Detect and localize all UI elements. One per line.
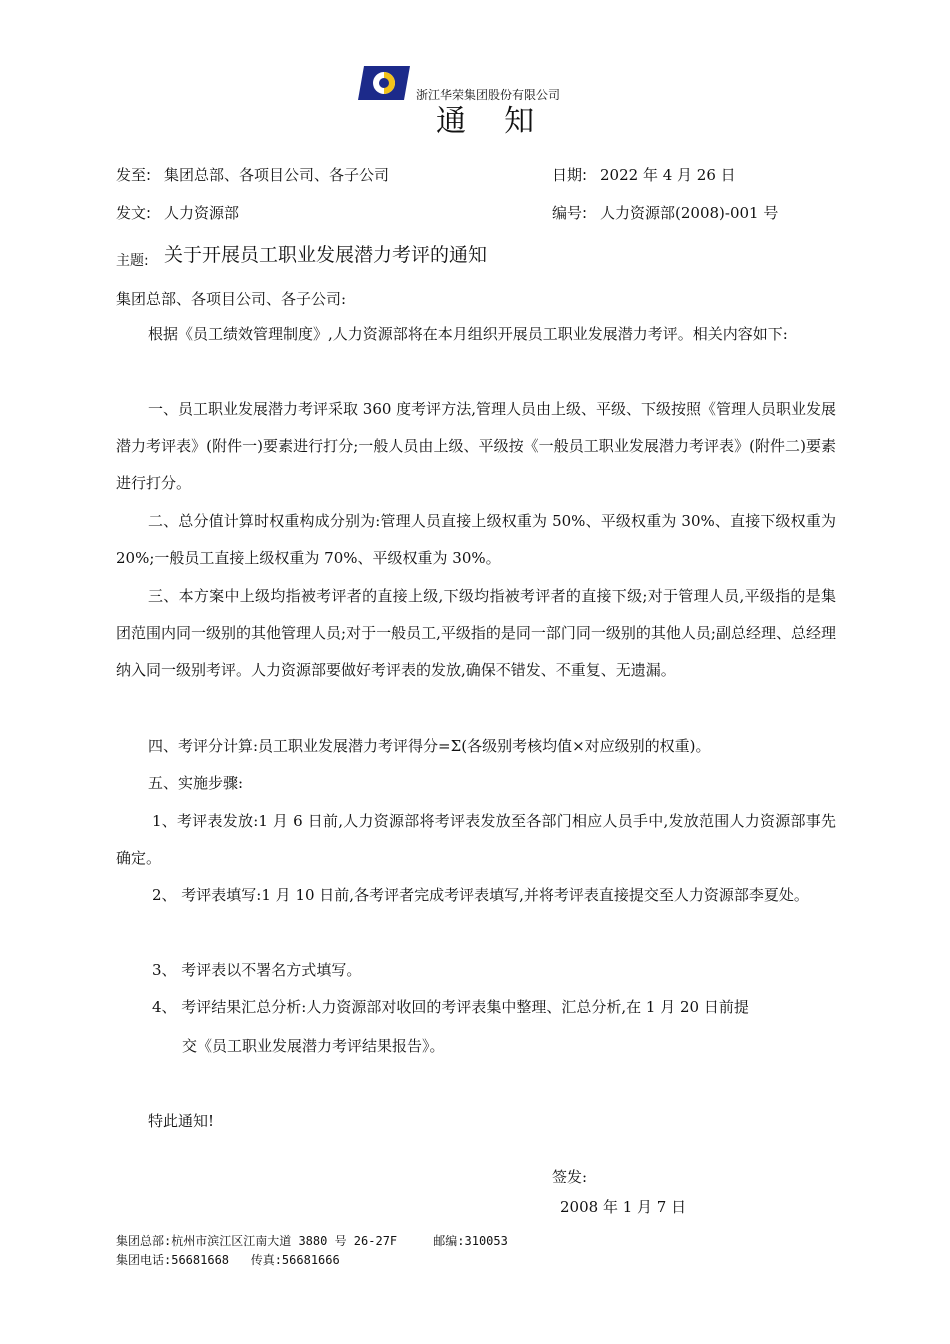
date-label: 日期:: [552, 166, 588, 184]
date-value: 2022 年 4 月 26 日: [600, 166, 736, 184]
step-3-paragraph: 3、 考评表以不署名方式填写。: [152, 961, 362, 979]
company-logo: [358, 66, 410, 100]
number-value: 人力资源部(2008)-001 号: [600, 204, 779, 222]
item-1-paragraph: 一、员工职业发展潜力考评采取 360 度考评方法,管理人员由上级、平级、下级按照《管理人员职业发展潜力考评表》(附件一)要素进行打分;一般人员由上级、平级按《一般员工职业发展潜力考评表》(附件二)要素进行打分。: [116, 400, 836, 492]
item-4-paragraph: 四、考评分计算:员工职业发展潜力考评得分=Σ(各级别考核均值×对应级别的权重)。: [148, 737, 711, 755]
signature-label: 签发:: [552, 1168, 588, 1186]
step-4-line-2: 交《员工职业发展潜力考评结果报告》。: [182, 1037, 445, 1055]
company-name: 浙江华荣集团股份有限公司: [416, 88, 561, 102]
item-5-paragraph: 五、实施步骤:: [148, 774, 244, 792]
signature-date: 2008 年 1 月 7 日: [560, 1198, 687, 1216]
item-2-paragraph: 二、总分值计算时权重构成分别为:管理人员直接上级权重为 50%、平级权重为 30%、直接下级权重为 20%;一般员工直接上级权重为 70%、平级权重为 30%。: [116, 512, 836, 567]
step-2-paragraph: 2、 考评表填写:1 月 10 日前,各考评者完成考评表填写,并将考评表直接提交至人力资源部李夏处。: [152, 886, 809, 904]
document-title: 通 知: [436, 104, 535, 139]
subject-label: 主题:: [116, 253, 149, 269]
to-value: 集团总部、各项目公司、各子公司: [164, 166, 390, 184]
footer-address: 集团总部:杭州市滨江区江南大道 3880 号 26-27F 邮编:310053: [116, 1234, 508, 1248]
footer-phone: 集团电话:56681668 传真:56681666: [116, 1253, 340, 1267]
number-label: 编号:: [552, 204, 588, 222]
closing-text: 特此通知!: [148, 1112, 215, 1130]
to-label: 发至:: [116, 166, 152, 184]
step-4-line-1: 4、 考评结果汇总分析:人力资源部对收回的考评表集中整理、汇总分析,在 1 月 20 日前提: [152, 998, 749, 1016]
step-1-paragraph: 1、考评表发放:1 月 6 日前,人力资源部将考评表发放至各部门相应人员手中,发放范围人力资源部事先确定。: [116, 812, 836, 867]
item-3-paragraph: 三、本方案中上级均指被考评者的直接上级,下级均指被考评者的直接下级;对于管理人员,平级指的是集团范围内同一级别的其他管理人员;对于一般员工,平级指的是同一部门同一级别的其他人员;副总经理、总经理纳入同一级别考评。人力资源部要做好考评表的发放,确保不错发、不重复、无遗漏。: [116, 587, 836, 679]
salutation: 集团总部、各项目公司、各子公司:: [116, 290, 347, 308]
subject-value: 关于开展员工职业发展潜力考评的通知: [164, 244, 488, 266]
intro-paragraph: 根据《员工绩效管理制度》,人力资源部将在本月组织开展员工职业发展潜力考评。相关内容如下:: [148, 325, 788, 343]
from-label: 发文:: [116, 204, 152, 222]
from-value: 人力资源部: [164, 204, 240, 222]
